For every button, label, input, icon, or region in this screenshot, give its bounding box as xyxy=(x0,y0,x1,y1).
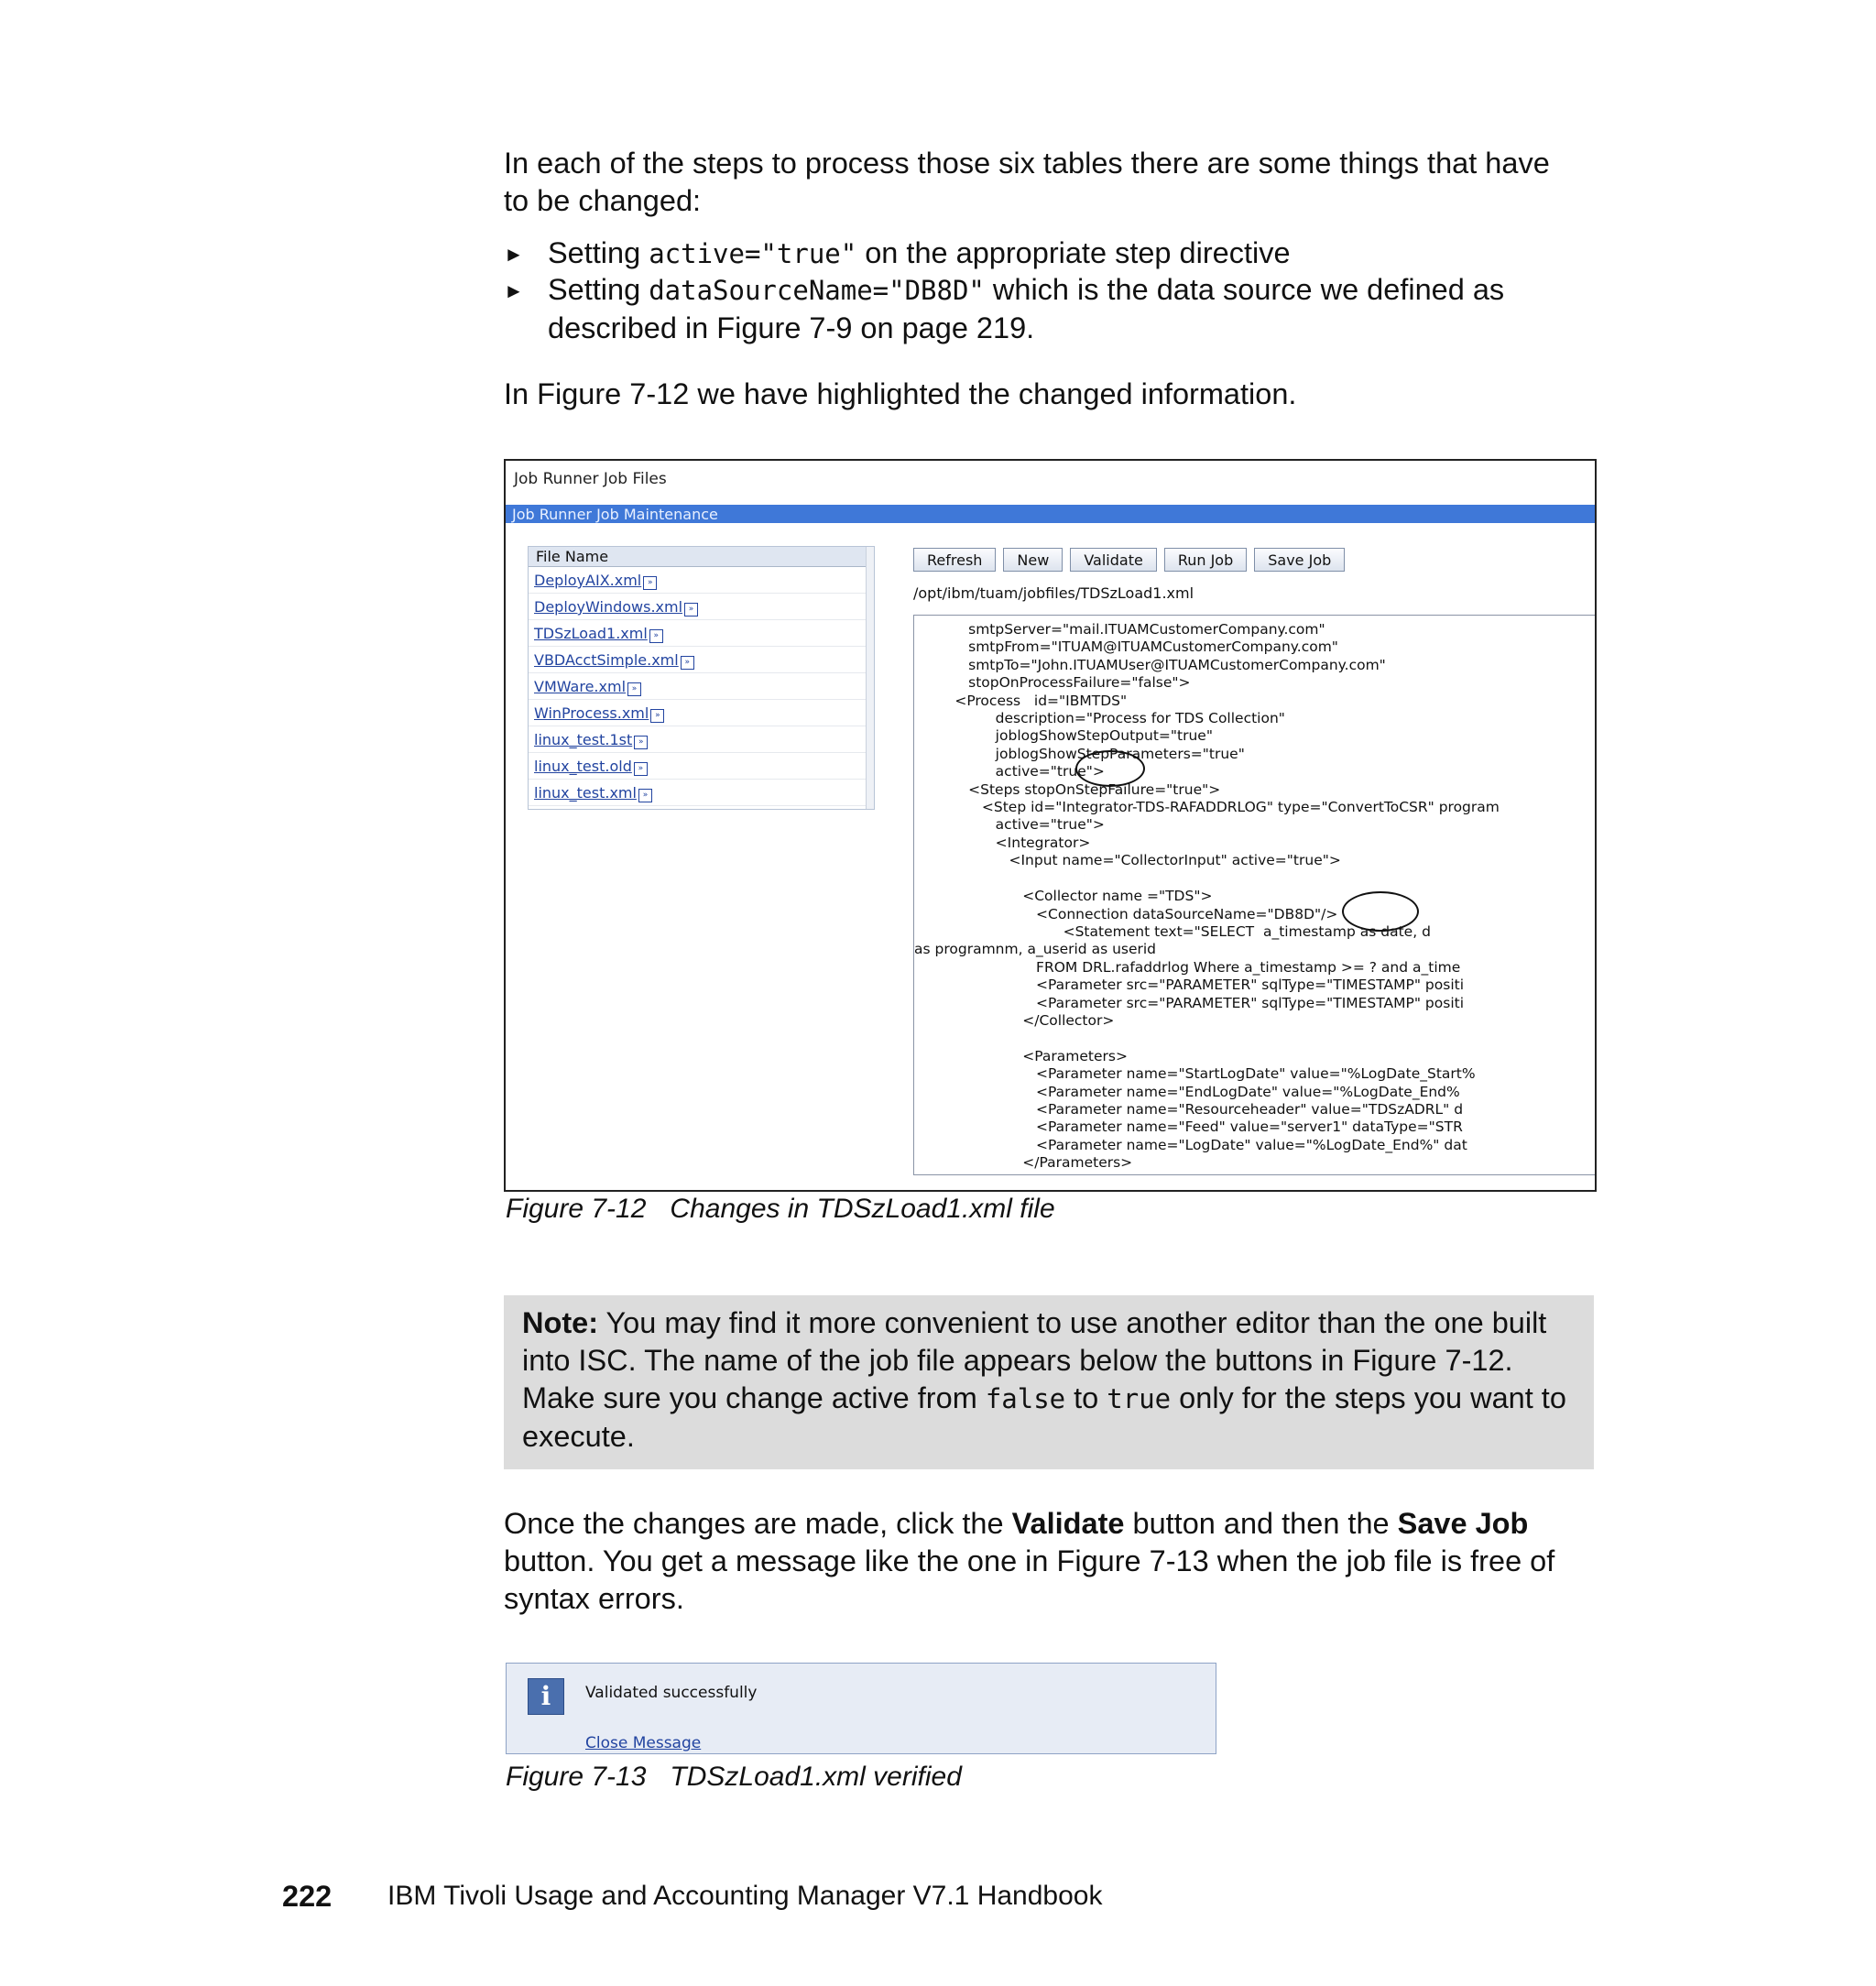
code-line: active="true"> xyxy=(914,816,1105,834)
caption-label: Figure 7-12 xyxy=(506,1194,647,1224)
intro-line-1: In each of the steps to process those six tables there are some things that have xyxy=(504,147,1550,180)
file-row[interactable] xyxy=(529,726,874,753)
open-file-icon[interactable]: » xyxy=(634,762,648,776)
open-file-icon[interactable]: » xyxy=(643,576,657,590)
job-file-path: /opt/ibm/tuam/jobfiles/TDSzLoad1.xml xyxy=(913,584,1194,602)
note-text xyxy=(522,1304,1585,1456)
bullet-item-2 xyxy=(548,271,1601,347)
code-line: </Parameters> xyxy=(914,1154,1133,1172)
highlight-sentence: In Figure 7-12 we have highlighted the changed information. xyxy=(504,377,1297,410)
code-line: </Collector> xyxy=(914,1011,1115,1029)
file-row[interactable] xyxy=(529,620,874,647)
note-code-true: true xyxy=(1107,1383,1172,1414)
code-line: <Parameter name="EndLogDate" value="%LogDate_End% xyxy=(914,1083,1460,1100)
validate-button[interactable]: Validate xyxy=(1070,548,1156,572)
open-file-icon[interactable]: » xyxy=(681,656,694,670)
code-line: stopOnProcessFailure="false"> xyxy=(914,674,1191,692)
code-line xyxy=(914,870,1500,888)
once-save-job-bold: Save Job xyxy=(1397,1507,1529,1540)
page-number: 222 xyxy=(282,1880,333,1913)
code-line: <Input name="CollectorInput" active="true"> xyxy=(914,852,1341,869)
open-file-icon[interactable]: » xyxy=(684,603,698,617)
file-link[interactable]: VMWare.xml xyxy=(534,678,627,695)
caption-text: TDSzLoad1.xml verified xyxy=(670,1762,962,1792)
code-line: joblogShowStepOutput="true" xyxy=(914,727,1213,745)
intro-paragraph xyxy=(504,145,1594,220)
once-text-3: button. You get a message like the one in Figure 7-13 when the job file is free of syntax errors. xyxy=(504,1544,1555,1615)
highlight-ellipse-datasource xyxy=(1342,891,1419,932)
toolbar xyxy=(913,548,1352,572)
once-text-2: button and then the xyxy=(1124,1507,1398,1540)
file-row[interactable] xyxy=(529,594,874,620)
file-link[interactable]: WinProcess.xml xyxy=(534,704,649,722)
code-line: <Process id="IBMTDS" xyxy=(914,692,1128,709)
code-line: <Parameters> xyxy=(914,1047,1128,1064)
code-line: smtpFrom="ITUAM@ITUAMCustomerCompany.com" xyxy=(914,638,1338,656)
figure-7-13-screenshot xyxy=(506,1663,1216,1754)
section-bar: Job Runner Job Maintenance xyxy=(506,505,1595,523)
file-link[interactable]: VBDAcctSimple.xml xyxy=(534,651,679,669)
code-line: <Steps stopOnStepFailure="true"> xyxy=(914,780,1221,798)
open-file-icon[interactable]: » xyxy=(627,682,641,696)
once-text-1: Once the changes are made, click the xyxy=(504,1507,1012,1540)
file-row[interactable] xyxy=(529,673,874,700)
file-link[interactable]: linux_test.old xyxy=(534,758,632,775)
figure-7-12-screenshot xyxy=(504,459,1597,1192)
bullet-1-code: active="true" xyxy=(649,238,857,269)
file-list xyxy=(528,546,875,810)
code-line: <Step id="Integrator-TDS-RAFADDRLOG" type="ConvertToCSR" program xyxy=(914,799,1500,816)
code-line: smtpServer="mail.ITUAMCustomerCompany.com" xyxy=(914,621,1325,638)
bullet-item-1 xyxy=(548,235,1601,273)
file-link[interactable]: linux_test.xml xyxy=(534,784,637,802)
open-file-icon[interactable]: » xyxy=(638,789,652,802)
refresh-button[interactable]: Refresh xyxy=(913,548,996,572)
note-box xyxy=(504,1295,1594,1469)
code-line xyxy=(914,1030,1500,1047)
code-line: <Connection dataSourceName="DB8D"/> xyxy=(914,905,1338,922)
caption-label: Figure 7-13 xyxy=(506,1762,647,1792)
note-text-2: to xyxy=(1065,1381,1107,1414)
code-line: as programnm, a_userid as userid xyxy=(914,941,1157,958)
note-text-1: You may find it more convenient to use another editor than the one built into ISC. The name of the job file appears below the buttons in Figure 7-12. Make sure you change active from xyxy=(522,1306,1547,1414)
file-list-scrollbar[interactable] xyxy=(866,547,874,809)
file-link[interactable]: DeployWindows.xml xyxy=(534,598,683,616)
xml-editor[interactable] xyxy=(913,615,1597,1175)
open-file-icon[interactable]: » xyxy=(634,736,648,749)
code-line: joblogShowStepParameters="true" xyxy=(914,745,1245,762)
once-validate-bold: Validate xyxy=(1011,1507,1125,1540)
close-message-link[interactable]: Close Message xyxy=(585,1734,702,1752)
code-line: description="Process for TDS Collection" xyxy=(914,710,1285,727)
code-line: <Parameter name="Resourceheader" value="TDSzADRL" d xyxy=(914,1100,1464,1118)
note-code-false: false xyxy=(985,1383,1066,1414)
save-job-button[interactable]: Save Job xyxy=(1254,548,1345,572)
bullet-2-code: dataSourceName="DB8D" xyxy=(649,275,985,306)
code-line: <Statement text="SELECT a_timestamp as date, d xyxy=(914,922,1431,940)
run-job-button[interactable]: Run Job xyxy=(1164,548,1247,572)
code-line: FROM DRL.rafaddrlog Where a_timestamp >= ? and a_time xyxy=(914,958,1461,976)
bullet-2-suffix: which is the data source we defined as xyxy=(984,273,1505,306)
file-row[interactable] xyxy=(529,647,874,673)
bullet-marker-icon: ► xyxy=(504,243,524,266)
figure-7-13-caption xyxy=(506,1762,962,1793)
once-paragraph xyxy=(504,1505,1594,1618)
file-link[interactable]: DeployAIX.xml xyxy=(534,572,642,589)
book-title: IBM Tivoli Usage and Accounting Manager V7.1 Handbook xyxy=(387,1881,1103,1911)
figure-7-12-caption xyxy=(506,1194,1055,1225)
validation-message: Validated successfully xyxy=(585,1684,758,1702)
file-row[interactable] xyxy=(529,753,874,780)
xml-code[interactable] xyxy=(914,621,1500,1173)
file-row[interactable] xyxy=(529,567,874,594)
bullet-marker-icon: ► xyxy=(504,279,524,302)
caption-text: Changes in TDSzLoad1.xml file xyxy=(670,1194,1055,1224)
bullet-1-suffix: on the appropriate step directive xyxy=(856,236,1291,269)
code-line: active="true"> xyxy=(914,763,1105,780)
bullet-2-line2: described in Figure 7-9 on page 219. xyxy=(548,311,1035,344)
code-line: <Integrator> xyxy=(914,834,1091,851)
file-link[interactable]: linux_test.1st xyxy=(534,731,633,748)
open-file-icon[interactable]: » xyxy=(650,709,664,723)
code-line: smtpTo="John.ITUAMUser@ITUAMCustomerCompany.com" xyxy=(914,656,1386,673)
bullet-1-prefix: Setting xyxy=(548,236,649,269)
code-line: <Parameter name="StartLogDate" value="%LogDate_Start% xyxy=(914,1065,1476,1083)
intro-line-2: to be changed: xyxy=(504,184,702,217)
file-row[interactable] xyxy=(529,700,874,726)
open-file-icon[interactable]: » xyxy=(649,629,663,643)
code-line: <Parameter name="LogDate" value="%LogDate_End%" dat xyxy=(914,1136,1467,1153)
code-line: <Parameter src="PARAMETER" sqlType="TIMESTAMP" positi xyxy=(914,994,1465,1011)
code-line: <Parameter name="Feed" value="server1" dataType="STR xyxy=(914,1118,1463,1136)
bullet-2-prefix: Setting xyxy=(548,273,649,306)
highlight-ellipse-active xyxy=(1075,750,1145,787)
code-line: <Parameter src="PARAMETER" sqlType="TIMESTAMP" positi xyxy=(914,977,1465,994)
note-label: Note: xyxy=(522,1306,599,1339)
note-text-3: only for the steps you want to execute. xyxy=(522,1381,1566,1453)
info-icon: i xyxy=(528,1678,564,1715)
new-button[interactable]: New xyxy=(1003,548,1063,572)
file-row[interactable] xyxy=(529,780,874,806)
file-list-header: File Name xyxy=(529,547,874,567)
code-line: <Collector name ="TDS"> xyxy=(914,888,1213,905)
panel-title: Job Runner Job Files xyxy=(514,470,667,488)
file-link[interactable]: TDSzLoad1.xml xyxy=(534,625,648,642)
